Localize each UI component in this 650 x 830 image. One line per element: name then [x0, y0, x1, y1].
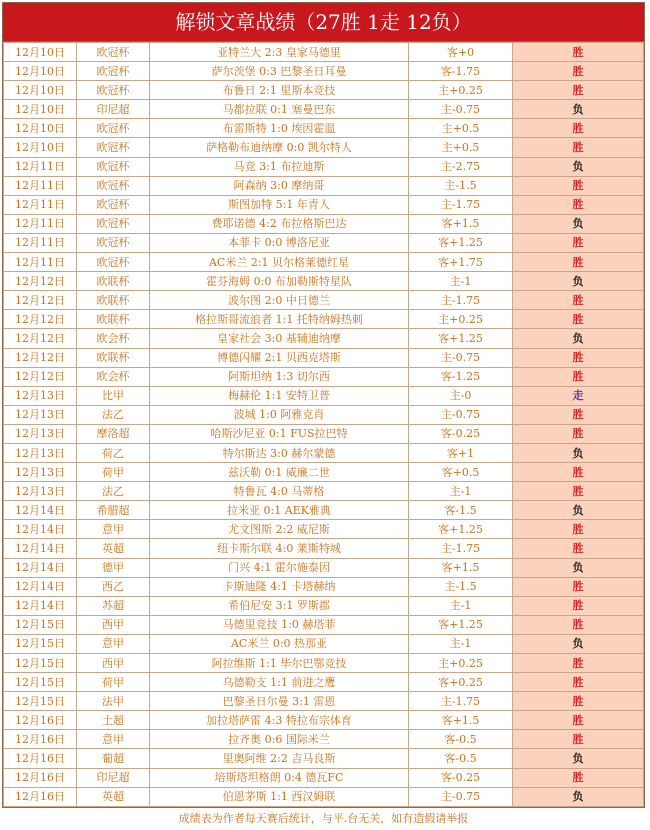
match-cell: 马德里竞技 1:0 赫塔菲 — [150, 615, 409, 634]
league-cell: 欧冠杯 — [77, 62, 150, 81]
handicap-cell: 主+0.25 — [409, 81, 513, 100]
date-cell: 12月16日 — [4, 711, 77, 730]
handicap-cell: 主-0.75 — [409, 787, 513, 806]
result-cell: 胜 — [513, 673, 644, 692]
league-cell: 荷甲 — [77, 463, 150, 482]
handicap-cell: 主-1.75 — [409, 539, 513, 558]
handicap-cell: 客-0.25 — [409, 768, 513, 787]
result-cell: 走 — [513, 386, 644, 405]
handicap-cell: 客+1.75 — [409, 253, 513, 272]
handicap-cell: 主-1 — [409, 634, 513, 653]
league-cell: 葡超 — [77, 749, 150, 768]
result-cell: 胜 — [513, 482, 644, 501]
page-title: 解锁文章战绩（27胜 1走 12负） — [3, 3, 644, 42]
date-cell: 12月16日 — [4, 749, 77, 768]
result-cell: 负 — [513, 329, 644, 348]
date-cell: 12月13日 — [4, 463, 77, 482]
date-cell: 12月15日 — [4, 615, 77, 634]
handicap-cell: 主+0.5 — [409, 119, 513, 138]
league-cell: 欧冠杯 — [77, 43, 150, 62]
league-cell: 苏超 — [77, 596, 150, 615]
league-cell: 欧会杯 — [77, 329, 150, 348]
date-cell: 12月13日 — [4, 405, 77, 424]
table-row — [4, 749, 644, 768]
table-row — [4, 100, 644, 119]
result-cell: 胜 — [513, 405, 644, 424]
result-cell: 负 — [513, 558, 644, 577]
league-cell: 法乙 — [77, 482, 150, 501]
league-cell: 欧冠杯 — [77, 253, 150, 272]
table-row — [4, 520, 644, 539]
table-row — [4, 81, 644, 100]
league-cell: 英超 — [77, 787, 150, 806]
league-cell: 欧冠杯 — [77, 176, 150, 195]
handicap-cell: 主+0.5 — [409, 138, 513, 157]
date-cell: 12月12日 — [4, 348, 77, 367]
match-cell: 斯图加特 5:1 年青人 — [150, 195, 409, 214]
match-cell: 布雷斯特 1:0 埃因霍温 — [150, 119, 409, 138]
table-row — [4, 195, 644, 214]
match-cell: 里奥阿维 2:2 吉马良斯 — [150, 749, 409, 768]
date-cell: 12月13日 — [4, 424, 77, 443]
result-cell: 胜 — [513, 463, 644, 482]
result-cell: 负 — [513, 634, 644, 653]
handicap-cell: 主-1 — [409, 272, 513, 291]
handicap-cell: 客+0.25 — [409, 673, 513, 692]
table-row — [4, 577, 644, 596]
result-cell: 负 — [513, 749, 644, 768]
league-cell: 欧冠杯 — [77, 195, 150, 214]
date-cell: 12月11日 — [4, 195, 77, 214]
table-row — [4, 482, 644, 501]
league-cell: 德甲 — [77, 558, 150, 577]
results-table — [3, 42, 644, 807]
league-cell: 意甲 — [77, 520, 150, 539]
match-cell: 博德闪耀 2:1 贝西克塔斯 — [150, 348, 409, 367]
league-cell: 西甲 — [77, 615, 150, 634]
table-row — [4, 711, 644, 730]
league-cell: 荷甲 — [77, 673, 150, 692]
league-cell: 意甲 — [77, 730, 150, 749]
handicap-cell: 主+0.25 — [409, 654, 513, 673]
table-row — [4, 424, 644, 443]
date-cell: 12月14日 — [4, 520, 77, 539]
table-row — [4, 787, 644, 806]
match-cell: 本菲卡 0:0 博洛尼亚 — [150, 233, 409, 252]
result-cell: 胜 — [513, 62, 644, 81]
table-row — [4, 367, 644, 386]
match-cell: 伯恩茅斯 1:1 西汉姆联 — [150, 787, 409, 806]
date-cell: 12月15日 — [4, 692, 77, 711]
handicap-cell: 主-1.5 — [409, 176, 513, 195]
result-cell: 胜 — [513, 424, 644, 443]
handicap-cell: 客-1.75 — [409, 62, 513, 81]
date-cell: 12月16日 — [4, 787, 77, 806]
result-cell: 胜 — [513, 348, 644, 367]
handicap-cell: 客-1.5 — [409, 501, 513, 520]
match-cell: 乌德勒支 1:1 前进之鹰 — [150, 673, 409, 692]
result-cell: 负 — [513, 501, 644, 520]
table-row — [4, 596, 644, 615]
date-cell: 12月10日 — [4, 43, 77, 62]
match-cell: 费耶诺德 4:2 布拉格斯巴达 — [150, 214, 409, 233]
match-cell: 萨格勒布迪纳摩 0:0 凯尔特人 — [150, 138, 409, 157]
league-cell: 欧冠杯 — [77, 233, 150, 252]
date-cell: 12月11日 — [4, 176, 77, 195]
date-cell: 12月16日 — [4, 730, 77, 749]
table-row — [4, 634, 644, 653]
league-cell: 摩洛超 — [77, 424, 150, 443]
match-cell: 卡斯迪隆 4:1 卡塔赫纳 — [150, 577, 409, 596]
result-cell: 胜 — [513, 233, 644, 252]
match-cell: 兹沃勒 0:1 威廉二世 — [150, 463, 409, 482]
handicap-cell: 客+1 — [409, 443, 513, 462]
table-row — [4, 405, 644, 424]
match-cell: 阿斯坦纳 1:3 切尔西 — [150, 367, 409, 386]
league-cell: 印尼超 — [77, 100, 150, 119]
table-row — [4, 291, 644, 310]
match-cell: 培斯塔坦格朗 0:4 德瓦FC — [150, 768, 409, 787]
date-cell: 12月14日 — [4, 558, 77, 577]
handicap-cell: 主-0.75 — [409, 405, 513, 424]
table-row — [4, 463, 644, 482]
results-sheet — [2, 2, 645, 825]
match-cell: 格拉斯哥流浪者 1:1 托特纳姆热刺 — [150, 310, 409, 329]
match-cell: 阿森纳 3:0 摩纳哥 — [150, 176, 409, 195]
results-table-body — [4, 43, 644, 807]
date-cell: 12月10日 — [4, 119, 77, 138]
match-cell: 特尔斯达 3:0 赫尔蒙德 — [150, 443, 409, 462]
handicap-cell: 主-1 — [409, 596, 513, 615]
date-cell: 12月14日 — [4, 501, 77, 520]
league-cell: 印尼超 — [77, 768, 150, 787]
handicap-cell: 客+1.5 — [409, 214, 513, 233]
handicap-cell: 主-1.5 — [409, 577, 513, 596]
date-cell: 12月12日 — [4, 367, 77, 386]
table-row — [4, 119, 644, 138]
handicap-cell: 客+1.5 — [409, 711, 513, 730]
table-row — [4, 253, 644, 272]
result-cell: 胜 — [513, 176, 644, 195]
table-row — [4, 768, 644, 787]
result-cell: 胜 — [513, 692, 644, 711]
handicap-cell: 主-1.75 — [409, 291, 513, 310]
date-cell: 12月11日 — [4, 214, 77, 233]
league-cell: 欧会杯 — [77, 367, 150, 386]
date-cell: 12月15日 — [4, 654, 77, 673]
table-row — [4, 386, 644, 405]
handicap-cell: 客+1.5 — [409, 558, 513, 577]
date-cell: 12月12日 — [4, 329, 77, 348]
match-cell: 拉齐奥 0:6 国际米兰 — [150, 730, 409, 749]
match-cell: 霍芬海姆 0:0 布加勒斯特星队 — [150, 272, 409, 291]
match-cell: 马都拉联 0:1 塞曼巴东 — [150, 100, 409, 119]
result-cell: 胜 — [513, 596, 644, 615]
match-cell: 纽卡斯尔联 4:0 莱斯特城 — [150, 539, 409, 558]
league-cell: 欧冠杯 — [77, 119, 150, 138]
table-row — [4, 176, 644, 195]
match-cell: AC米兰 2:1 贝尔格莱德红星 — [150, 253, 409, 272]
result-cell: 负 — [513, 787, 644, 806]
result-cell: 胜 — [513, 730, 644, 749]
match-cell: 亚特兰大 2:3 皇家马德里 — [150, 43, 409, 62]
result-cell: 胜 — [513, 119, 644, 138]
league-cell: 欧联杯 — [77, 348, 150, 367]
result-cell: 胜 — [513, 711, 644, 730]
date-cell: 12月13日 — [4, 443, 77, 462]
league-cell: 欧联杯 — [77, 272, 150, 291]
date-cell: 12月15日 — [4, 634, 77, 653]
league-cell: 欧冠杯 — [77, 138, 150, 157]
match-cell: 萨尔茨堡 0:3 巴黎圣日耳曼 — [150, 62, 409, 81]
handicap-cell: 客-0.5 — [409, 730, 513, 749]
table-row — [4, 214, 644, 233]
league-cell: 土超 — [77, 711, 150, 730]
table-row — [4, 233, 644, 252]
league-cell: 荷乙 — [77, 443, 150, 462]
result-cell: 胜 — [513, 577, 644, 596]
date-cell: 12月14日 — [4, 596, 77, 615]
league-cell: 法乙 — [77, 405, 150, 424]
result-cell: 胜 — [513, 539, 644, 558]
table-row — [4, 673, 644, 692]
match-cell: 拉米亚 0:1 AEK雅典 — [150, 501, 409, 520]
match-cell: 波城 1:0 阿雅克肖 — [150, 405, 409, 424]
league-cell: 希腊超 — [77, 501, 150, 520]
date-cell: 12月14日 — [4, 577, 77, 596]
date-cell: 12月11日 — [4, 253, 77, 272]
handicap-cell: 主-1.75 — [409, 692, 513, 711]
footer-note: 成绩表为作者每天赛后统计，与平.台无关，如有造假请举报 — [3, 807, 644, 830]
handicap-cell: 客-0.25 — [409, 424, 513, 443]
handicap-cell: 主+0.25 — [409, 310, 513, 329]
handicap-cell: 主-1.75 — [409, 195, 513, 214]
result-cell: 负 — [513, 100, 644, 119]
match-cell: 马竞 3:1 布拉迪斯 — [150, 157, 409, 176]
table-row — [4, 43, 644, 62]
league-cell: 西乙 — [77, 577, 150, 596]
handicap-cell: 客+0.5 — [409, 463, 513, 482]
result-cell: 胜 — [513, 43, 644, 62]
match-cell: 布鲁日 2:1 里斯本竞技 — [150, 81, 409, 100]
handicap-cell: 客-0.5 — [409, 749, 513, 768]
table-row — [4, 692, 644, 711]
date-cell: 12月12日 — [4, 272, 77, 291]
date-cell: 12月11日 — [4, 157, 77, 176]
league-cell: 欧冠杯 — [77, 157, 150, 176]
result-cell: 负 — [513, 157, 644, 176]
date-cell: 12月10日 — [4, 62, 77, 81]
match-cell: 皇家社会 3:0 基辅迪纳摩 — [150, 329, 409, 348]
result-cell: 胜 — [513, 615, 644, 634]
match-cell: 希伯尼安 3:1 罗斯郡 — [150, 596, 409, 615]
table-row — [4, 272, 644, 291]
table-row — [4, 310, 644, 329]
handicap-cell: 客+1.25 — [409, 329, 513, 348]
handicap-cell: 主-0.75 — [409, 348, 513, 367]
match-cell: 哈斯沙尼亚 0:1 FUS拉巴特 — [150, 424, 409, 443]
date-cell: 12月13日 — [4, 482, 77, 501]
league-cell: 欧联杯 — [77, 310, 150, 329]
table-row — [4, 654, 644, 673]
handicap-cell: 客+0 — [409, 43, 513, 62]
handicap-cell: 客+1.25 — [409, 520, 513, 539]
table-row — [4, 558, 644, 577]
result-cell: 胜 — [513, 253, 644, 272]
match-cell: 波尔图 2:0 中日德兰 — [150, 291, 409, 310]
result-cell: 胜 — [513, 195, 644, 214]
date-cell: 12月13日 — [4, 386, 77, 405]
date-cell: 12月12日 — [4, 291, 77, 310]
table-row — [4, 348, 644, 367]
handicap-cell: 主-0 — [409, 386, 513, 405]
date-cell: 12月10日 — [4, 138, 77, 157]
result-cell: 胜 — [513, 291, 644, 310]
handicap-cell: 主-1 — [409, 482, 513, 501]
match-cell: 门兴 4:1 霍尔施泰因 — [150, 558, 409, 577]
result-cell: 胜 — [513, 367, 644, 386]
table-row — [4, 329, 644, 348]
result-cell: 胜 — [513, 654, 644, 673]
table-row — [4, 62, 644, 81]
league-cell: 西甲 — [77, 654, 150, 673]
result-cell: 负 — [513, 443, 644, 462]
match-cell: 尤文图斯 2:2 威尼斯 — [150, 520, 409, 539]
date-cell: 12月10日 — [4, 100, 77, 119]
result-cell: 负 — [513, 214, 644, 233]
match-cell: 阿拉维斯 1:1 毕尔巴鄂竞技 — [150, 654, 409, 673]
handicap-cell: 客+1.25 — [409, 615, 513, 634]
table-row — [4, 138, 644, 157]
match-cell: AC米兰 0:0 热那亚 — [150, 634, 409, 653]
league-cell: 欧冠杯 — [77, 214, 150, 233]
result-cell: 胜 — [513, 138, 644, 157]
league-cell: 欧联杯 — [77, 291, 150, 310]
result-cell: 胜 — [513, 768, 644, 787]
table-row — [4, 539, 644, 558]
table-row — [4, 443, 644, 462]
match-cell: 加拉塔萨雷 4:3 特拉布宗体育 — [150, 711, 409, 730]
result-cell: 胜 — [513, 520, 644, 539]
date-cell: 12月12日 — [4, 310, 77, 329]
league-cell: 英超 — [77, 539, 150, 558]
date-cell: 12月10日 — [4, 81, 77, 100]
table-row — [4, 730, 644, 749]
league-cell: 欧冠杯 — [77, 81, 150, 100]
date-cell: 12月11日 — [4, 233, 77, 252]
table-row — [4, 157, 644, 176]
date-cell: 12月16日 — [4, 768, 77, 787]
result-cell: 胜 — [513, 310, 644, 329]
date-cell: 12月14日 — [4, 539, 77, 558]
table-row — [4, 501, 644, 520]
match-cell: 特鲁瓦 4:0 马蒂格 — [150, 482, 409, 501]
league-cell: 意甲 — [77, 634, 150, 653]
table-row — [4, 615, 644, 634]
handicap-cell: 客-1.25 — [409, 367, 513, 386]
date-cell: 12月15日 — [4, 673, 77, 692]
result-cell: 负 — [513, 272, 644, 291]
match-cell: 梅赫伦 1:1 安特卫普 — [150, 386, 409, 405]
result-cell: 胜 — [513, 81, 644, 100]
handicap-cell: 主-0.75 — [409, 100, 513, 119]
handicap-cell: 客+1.25 — [409, 233, 513, 252]
match-cell: 巴黎圣日尔曼 3:1 雷恩 — [150, 692, 409, 711]
league-cell: 比甲 — [77, 386, 150, 405]
league-cell: 法甲 — [77, 692, 150, 711]
handicap-cell: 主-2.75 — [409, 157, 513, 176]
